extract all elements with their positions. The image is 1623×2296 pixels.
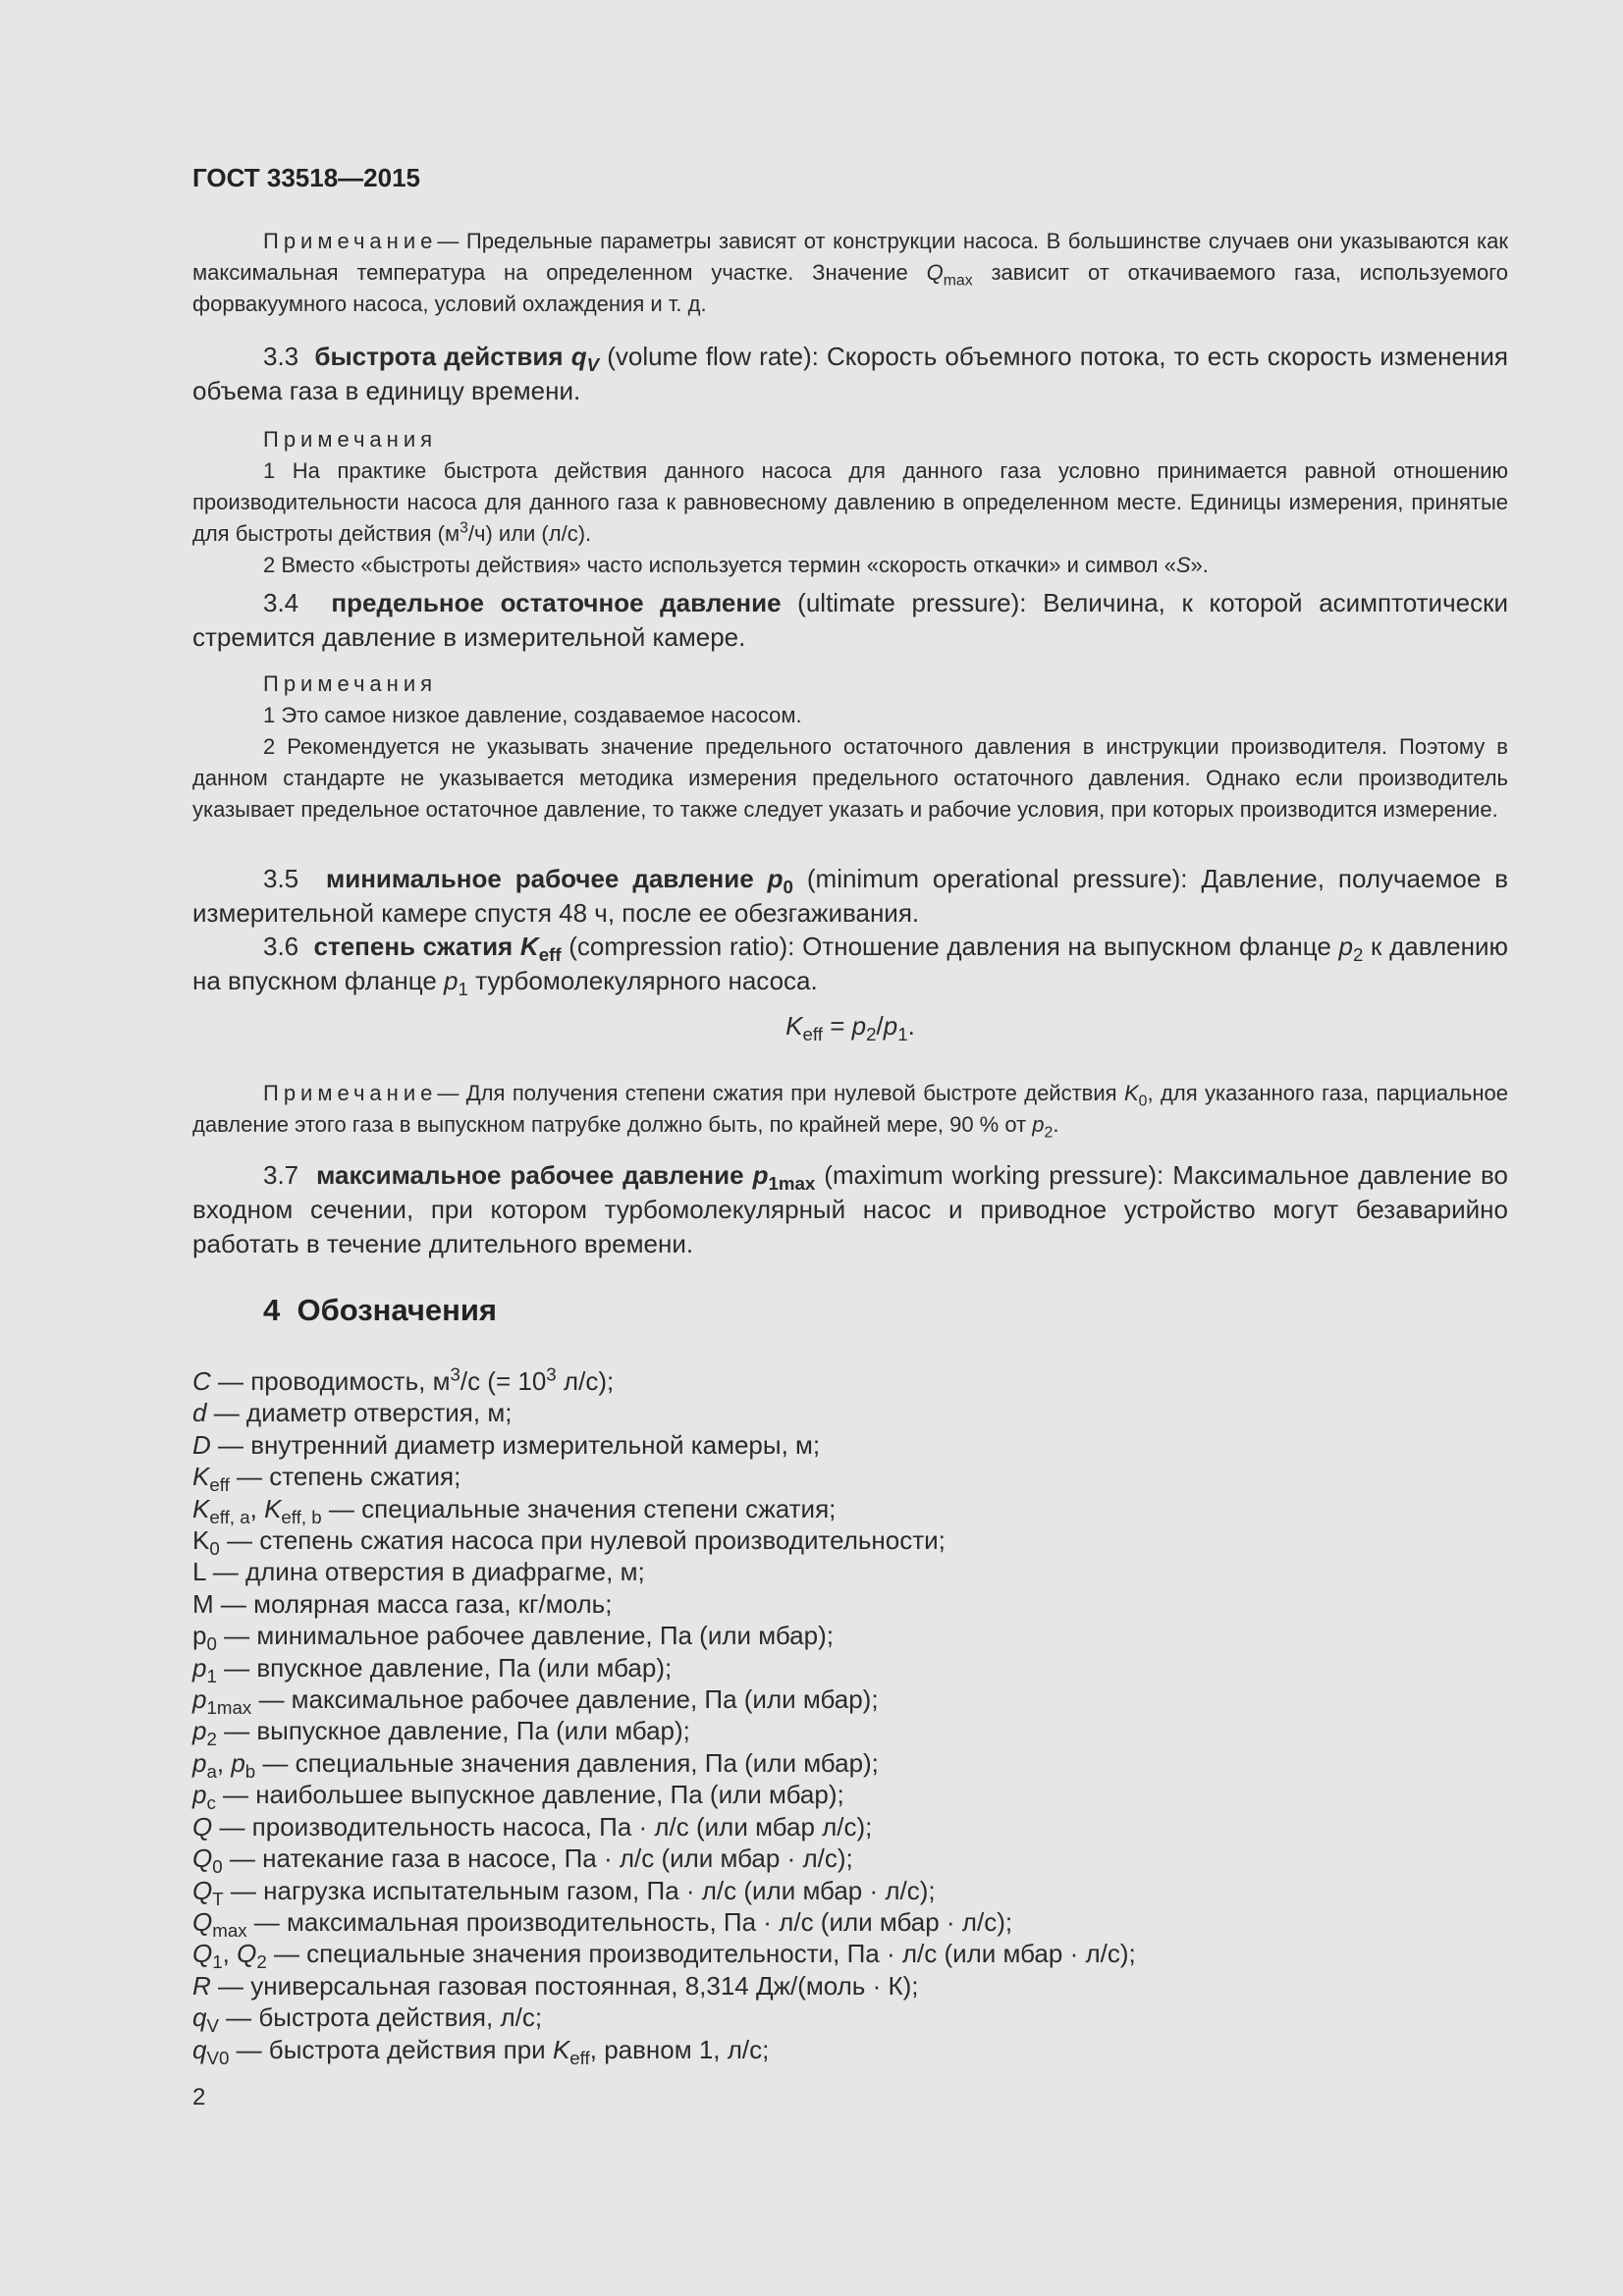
symbol-item: $Q_{max}$ — максимальная производительность, Па · л/с (или мбар · л/с); (192, 1906, 1013, 1942)
term-name: предельное остаточное давление (331, 588, 782, 617)
note-top: Примечание— Предельные параметры зависят от конструкции насоса. В большинстве случаев они указываются как максимальная температура на определенном участке. Значение $Q_{max}$ зависит от откачиваемого газа, используемого форвакуумного насоса, условий охлаждения и т. д. (192, 229, 1508, 316)
page-number: 2 (192, 2084, 206, 2110)
symbol: K (192, 1462, 210, 1492)
symbol-description: — длина отверстия в диафрагме, м; (205, 1557, 645, 1587)
symbol: d (192, 1398, 207, 1428)
symbol-description: — впускное давление, Па (или мбар); (216, 1652, 673, 1682)
symbol-item (192, 1970, 1508, 2002)
symbol-description: — минимальное рабочее давление, Па (или мбар); (216, 1621, 834, 1651)
symbol-item: $Q_0$ — натекание газа в насосе, Па · л/с (или мбар · л/с); (192, 1843, 853, 1878)
symbol: Q (192, 1875, 213, 1905)
term-3-3: 3.3 быстрота действия $q_V$ (volume flow rate): Скорость объемного потока, то есть скорость изменения объема газа в единицу времени. (192, 342, 1508, 405)
notes-3-4: Примечания 1 Это самое низкое давление, создаваемое насосом. 2 Рекомендуется не указывать значение предельного остаточного давления в инструкции производителя. Поэтому в данном стандарте не указывается методика измерения предельного остаточного давления. Однако если производитель указывает предельное остаточное давление, то также следует указать и рабочие условия, при которых производится измерение. (192, 671, 1508, 822)
symbol: D (192, 1429, 211, 1460)
symbol-item: $p_1$ — впускное давление, Па (или мбар); (192, 1652, 673, 1686)
symbol: R (192, 1970, 211, 2001)
symbol: L (192, 1557, 206, 1587)
symbol-item: $p_0$ — минимальное рабочее давление, Па (или мбар); (192, 1621, 834, 1655)
symbol: M (192, 1588, 214, 1619)
symbol-description: — внутренний диаметр измерительной камеры, м; (210, 1429, 821, 1460)
symbol: p (192, 1684, 207, 1715)
symbol-description: — молярная масса газа, кг/моль; (213, 1588, 613, 1619)
symbol-description: — степень сжатия; (229, 1462, 461, 1492)
symbol-item: C — проводимость, $м^3/с$ (= $10^3$ л/с); (192, 1363, 615, 1396)
symbol: Q (192, 1843, 213, 1874)
symbol-description: — выпускное давление, Па (или мбар); (216, 1716, 690, 1746)
symbol-item: $K_0$ — степень сжатия насоса при нулевой производительности; (192, 1525, 946, 1560)
symbol: p (192, 1621, 207, 1651)
note-3-6: Примечание— Для получения степени сжатия при нулевой быстроте действия $K_0$, для указанного газа, парциальное давление этого газа в выпускном патрубке должно быть, по крайней мере, 90 % от $p_2$. (192, 1081, 1508, 1142)
symbol: p (192, 1747, 207, 1778)
symbol-description: — специальные значения степени сжатия; (321, 1493, 837, 1523)
document-code: ГОСТ 33518—2015 (192, 163, 420, 192)
term-name: быстрота действия (314, 342, 564, 371)
term-name: минимальное рабочее давление (326, 864, 754, 893)
symbol-item (192, 1811, 1508, 1842)
symbol-description: — специальные значения давления, Па (или мбар); (255, 1747, 879, 1778)
symbol-description: — степень сжатия насоса при нулевой производительности; (219, 1525, 946, 1556)
symbol-item (192, 1556, 1508, 1587)
symbol-item: $Q_1$, $Q_2$ — специальные значения производительности, Па · л/с (или мбар · л/с); (192, 1939, 1136, 1973)
symbol-item: $q_V$ — быстрота действия, л/с; (192, 2002, 543, 2037)
notes-label: Примечания (263, 427, 438, 452)
formula-keff: $K_{eff} = p_2/p_1$. (785, 1011, 915, 1045)
notes-label: Примечания (263, 671, 438, 696)
symbol: q (192, 2034, 207, 2064)
term-name: максимальное рабочее давление (316, 1160, 744, 1190)
symbol-item: $p_{1max}$ — максимальное рабочее давление, Па (или мбар); (192, 1684, 879, 1719)
symbol-description: — быстрота действия, л/с; (218, 2002, 543, 2033)
symbol: Q (192, 1906, 213, 1937)
symbol-item: $p_a$, $p_b$ — специальные значения давления, Па (или мбар); (192, 1747, 879, 1783)
symbols-list (192, 1363, 1508, 2068)
symbol-description: — производительность насоса, Па · л/с (или мбар л/с); (212, 1811, 873, 1842)
symbol: Q (192, 1939, 213, 1969)
symbol: q (192, 2002, 207, 2033)
symbol-description: — диаметр отверстия, м; (206, 1398, 513, 1428)
symbol-description: — максимальная производительность, Па · л/с (или мбар · л/с); (246, 1906, 1013, 1937)
symbol-item: $K_{eff}$ — степень сжатия; (192, 1462, 461, 1496)
symbol-description: — наибольшее выпускное давление, Па (или мбар); (215, 1780, 844, 1810)
term-3-5: 3.5 минимальное рабочее давление $p_0$ (minimum operational pressure): Давление, получаемое в измерительной камере спустя 48 ч, после ее обезгаживания. (192, 864, 1509, 928)
symbol: p (192, 1716, 207, 1746)
symbol: K (192, 1525, 210, 1556)
symbol-item: $q_{V0}$ — быстрота действия при $K_{eff}$, равном 1, л/с; (192, 2034, 770, 2068)
symbol-item: $p_c$ — наибольшее выпускное давление, Па (или мбар); (192, 1780, 844, 1814)
note-label: Примечание (263, 1081, 438, 1105)
symbol-item (192, 1588, 1508, 1620)
symbol-description: — натекание газа в насосе, Па · л/с (или мбар · л/с); (222, 1843, 853, 1874)
symbol-item: $p_2$ — выпускное давление, Па (или мбар); (192, 1716, 690, 1750)
symbol-item: $K_{eff, a}$, $K_{eff, b}$ — специальные значения степени сжатия; (192, 1493, 837, 1527)
term-3-7: 3.7 максимальное рабочее давление $p_{1max}$ (maximum working pressure): Максимальное давление во входном сечении, при котором турбомолекулярный насос и приводное устройство могут безаварийно работать в течение длительного времени. (192, 1160, 1508, 1258)
symbol-description: — проводимость, м (210, 1366, 451, 1396)
symbol-item (192, 1429, 1508, 1461)
symbol-description: — быстрота действия при (229, 2034, 553, 2064)
symbol-description: — универсальная газовая постоянная, 8,314 Дж/(моль · К); (210, 1970, 919, 2001)
term-name: степень сжатия (313, 932, 514, 961)
notes-3-3: Примечания 1 На практике быстрота действия данного насоса для данного газа условно принимается равной отношению производительности насоса для данного газа к равновесному давлению в определенном месте. Единицы измерения, принятые для быстроты действия $(м^3/ч)$ или (л/с). 2 Вместо «быстроты действия» часто используется термин «скорость откачки» и символ «S». (192, 427, 1508, 577)
symbol-item (192, 1397, 1508, 1428)
symbol-item: $Q_T$ — нагрузка испытательным газом, Па · л/с (или мбар · л/с); (192, 1875, 936, 1909)
symbol: K (192, 1493, 210, 1523)
symbol: p (192, 1652, 207, 1682)
symbol-description: — специальные значения производительности, Па · л/с (или мбар · л/с); (266, 1939, 1136, 1969)
symbol-description: — максимальное рабочее давление, Па (или мбар); (251, 1684, 879, 1715)
symbol: C (192, 1366, 211, 1396)
symbol: p (192, 1780, 207, 1810)
note-label: Примечание (263, 229, 438, 253)
section-4-title: 4 Обозначения (263, 1293, 497, 1327)
symbol: Q (192, 1811, 213, 1842)
term-3-4: 3.4 предельное остаточное давление (ultimate pressure): Величина, к которой асимптотически стремится давление в измерительной камере. (192, 588, 1508, 652)
term-3-6: 3.6 степень сжатия $K_{eff}$ (compression ratio): Отношение давления на выпускном фланце $p_2$ к давлению на впускном фланце $p_1$ турбомолекулярного насоса. (192, 932, 1508, 1000)
symbol-description: — нагрузка испытательным газом, Па · л/с (или мбар · л/с); (223, 1875, 936, 1905)
